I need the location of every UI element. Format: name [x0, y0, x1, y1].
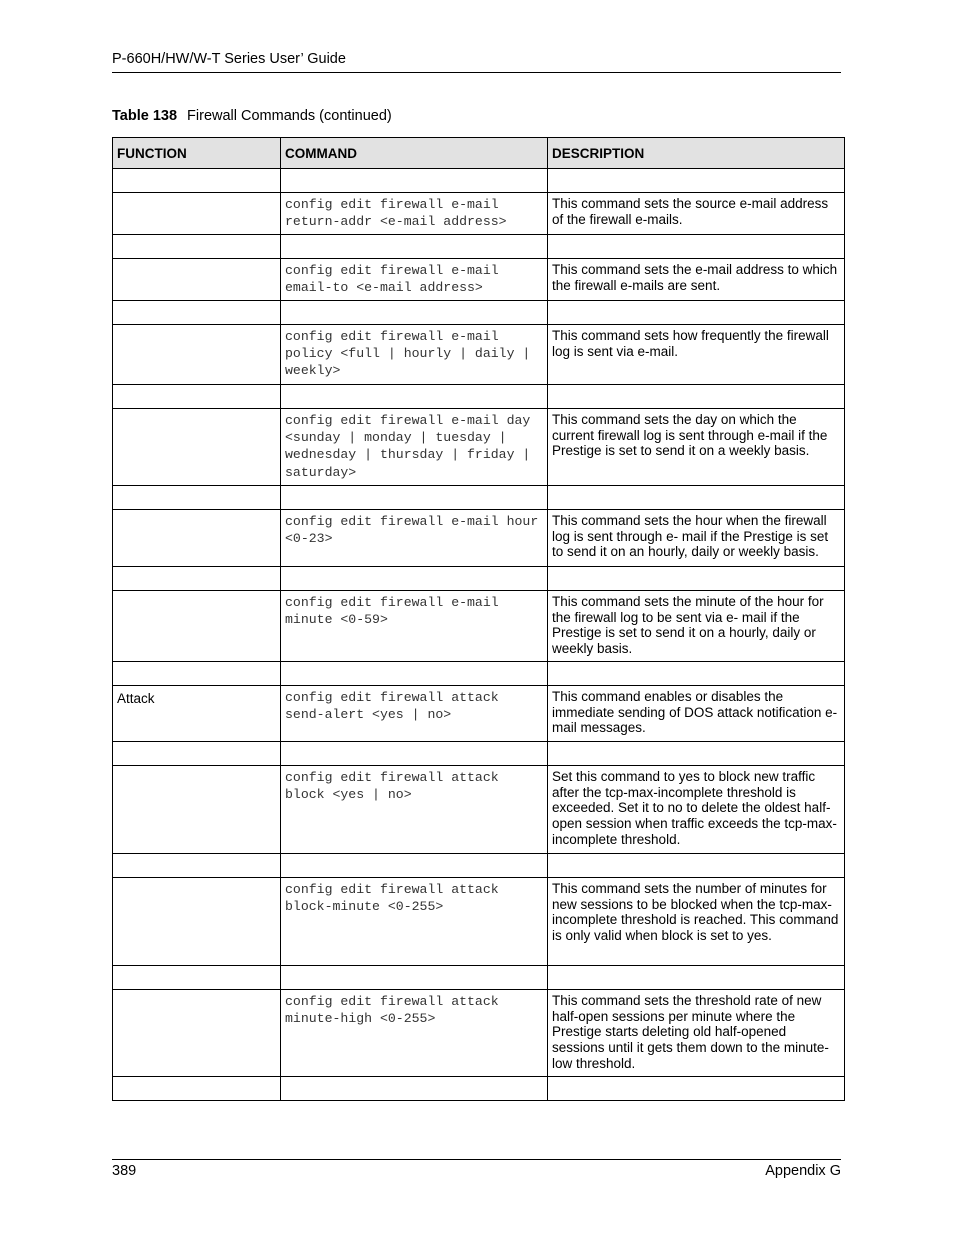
function-cell: [113, 510, 281, 567]
spacer-row: [113, 385, 845, 409]
empty-cell: [281, 301, 548, 325]
description-cell: Set this command to yes to block new traffic after the tcp-max-incomplete threshold is exceeded. Set it to no to delete the oldest half-open session when traffic exceeds the tcp-max-incomplete threshold.: [548, 766, 845, 854]
empty-cell: [281, 966, 548, 990]
description-cell: This command sets the source e-mail address of the firewall e-mails.: [548, 193, 845, 235]
empty-cell: [548, 235, 845, 259]
empty-cell: [113, 385, 281, 409]
description-cell: This command sets the hour when the firewall log is sent through e- mail if the Prestige is set to send it on an hourly, daily or weekly basis.: [548, 510, 845, 567]
empty-cell: [281, 742, 548, 766]
spacer-row: [113, 662, 845, 686]
function-cell: [113, 325, 281, 385]
table-row: [113, 510, 845, 567]
description-cell: This command sets the threshold rate of new half-open sessions per minute where the Prestige starts deleting old half-opened sessions until it gets them down to the minute-low threshold.: [548, 990, 845, 1077]
spacer-row: [113, 235, 845, 259]
empty-cell: [548, 662, 845, 686]
empty-cell: [548, 486, 845, 510]
function-cell: [113, 990, 281, 1077]
empty-cell: [113, 567, 281, 591]
empty-cell: [548, 966, 845, 990]
empty-cell: [548, 301, 845, 325]
page-footer: [112, 1159, 841, 1179]
table-row: [113, 990, 845, 1077]
empty-cell: [113, 486, 281, 510]
table-title: Firewall Commands (continued): [187, 108, 392, 124]
function-cell: [113, 878, 281, 966]
empty-cell: [548, 854, 845, 878]
empty-cell: [113, 1077, 281, 1101]
command-cell: config edit firewall attack minute-high <0-255>: [281, 990, 548, 1077]
empty-cell: [281, 1077, 548, 1101]
empty-cell: [281, 169, 548, 193]
description-cell: This command sets the day on which the current firewall log is sent through e-mail if the Prestige is set to send it on a weekly basis.: [548, 409, 845, 486]
page-number: 389: [112, 1163, 137, 1179]
spacer-row: [113, 966, 845, 990]
table-row: [113, 193, 845, 235]
description-cell: This command enables or disables the immediate sending of DOS attack notification e-mail messages.: [548, 686, 845, 742]
spacer-row: [113, 301, 845, 325]
table-row: [113, 766, 845, 854]
command-cell: config edit firewall e-mail policy <full | hourly | daily | weekly>: [281, 325, 548, 385]
empty-cell: [281, 662, 548, 686]
document-title: P-660H/HW/W-T Series User’ Guide: [112, 51, 346, 67]
description-cell: This command sets the e-mail address to which the firewall e-mails are sent.: [548, 259, 845, 301]
column-header-command: COMMAND: [281, 138, 548, 169]
command-cell: config edit firewall e-mail hour <0-23>: [281, 510, 548, 567]
empty-cell: [113, 169, 281, 193]
empty-cell: [548, 567, 845, 591]
table-row: [113, 259, 845, 301]
description-cell: This command sets the minute of the hour for the firewall log to be sent via e- mail if the Prestige is set to send it on a hourly, daily or weekly basis.: [548, 591, 845, 662]
column-header-description: DESCRIPTION: [548, 138, 845, 169]
description-cell: This command sets how frequently the firewall log is sent via e-mail.: [548, 325, 845, 385]
function-cell: [113, 193, 281, 235]
empty-cell: [548, 169, 845, 193]
empty-cell: [281, 235, 548, 259]
spacer-row: [113, 742, 845, 766]
table-row: [113, 591, 845, 662]
empty-cell: [548, 742, 845, 766]
table-header-row: [113, 138, 845, 169]
empty-cell: [281, 567, 548, 591]
table-number: Table 138: [112, 108, 178, 124]
empty-cell: [548, 1077, 845, 1101]
function-cell: Attack: [113, 686, 281, 742]
spacer-row: [113, 854, 845, 878]
empty-cell: [113, 742, 281, 766]
empty-cell: [113, 301, 281, 325]
spacer-row: [113, 1077, 845, 1101]
empty-cell: [281, 854, 548, 878]
table-row: [113, 686, 845, 742]
function-cell: [113, 766, 281, 854]
empty-cell: [281, 486, 548, 510]
command-cell: config edit firewall attack block-minute <0-255>: [281, 878, 548, 966]
command-cell: config edit firewall e-mail day <sunday | monday | tuesday | wednesday | thursday | friday | saturday>: [281, 409, 548, 486]
table-row: [113, 878, 845, 966]
description-cell: This command sets the number of minutes for new sessions to be blocked when the tcp-max-incomplete threshold is reached. This command is only valid when block is set to yes.: [548, 878, 845, 966]
section-name: Appendix G: [765, 1163, 841, 1179]
page-header: [112, 51, 841, 73]
empty-cell: [113, 662, 281, 686]
table-caption: [112, 108, 392, 124]
column-header-function: FUNCTION: [113, 138, 281, 169]
empty-cell: [113, 966, 281, 990]
command-cell: config edit firewall e-mail return-addr <e-mail address>: [281, 193, 548, 235]
firewall-commands-table: [112, 137, 845, 1101]
empty-cell: [281, 385, 548, 409]
table-row: [113, 325, 845, 385]
function-cell: [113, 259, 281, 301]
empty-cell: [548, 385, 845, 409]
command-cell: config edit firewall e-mail minute <0-59>: [281, 591, 548, 662]
spacer-row: [113, 169, 845, 193]
spacer-row: [113, 567, 845, 591]
empty-cell: [113, 854, 281, 878]
command-cell: config edit firewall attack block <yes | no>: [281, 766, 548, 854]
table-row: [113, 409, 845, 486]
function-cell: [113, 409, 281, 486]
empty-cell: [113, 235, 281, 259]
function-cell: [113, 591, 281, 662]
command-cell: config edit firewall attack send-alert <yes | no>: [281, 686, 548, 742]
command-cell: config edit firewall e-mail email-to <e-mail address>: [281, 259, 548, 301]
spacer-row: [113, 486, 845, 510]
